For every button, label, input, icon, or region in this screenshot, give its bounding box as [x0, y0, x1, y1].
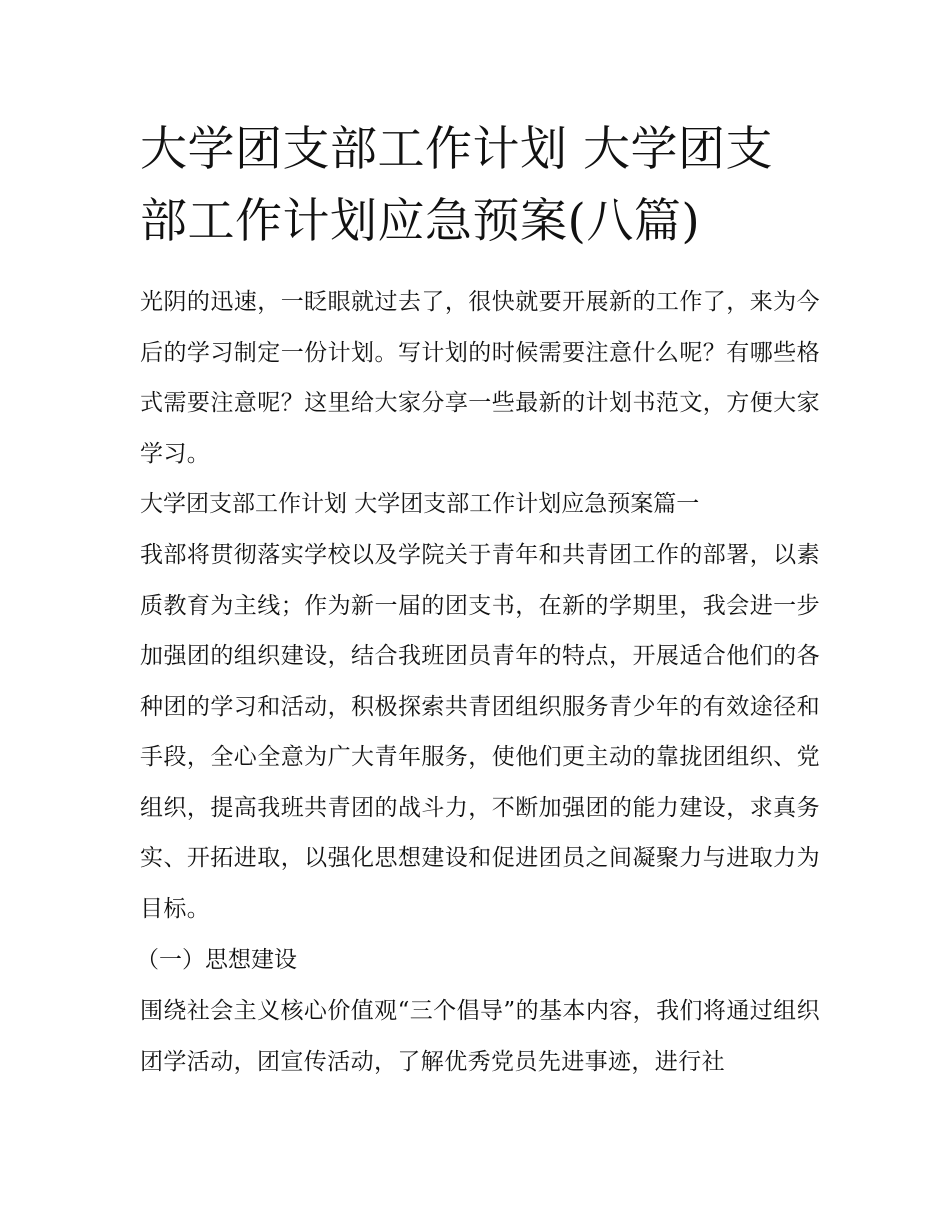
section-heading: 大学团支部工作计划 大学团支部工作计划应急预案篇一: [140, 491, 700, 517]
title-line-2: 部工作计划应急预案(八篇): [140, 194, 701, 249]
body-paragraph-2: 围绕社会主义核心价值观“三个倡导”的基本内容，我们将通过组织团学活动，团宣传活动，了解优秀党员先进事迹，进行社: [140, 998, 820, 1075]
intro-paragraph: 光阴的迅速，一眨眼就过去了，很快就要开展新的工作了，来为今后的学习制定一份计划。写计划的时候需要注意什么呢？有哪些格式需要注意呢？这里给大家分享一些最新的计划书范文，方便大家学习。: [140, 289, 820, 467]
title-line-1: 大学团支部工作计划 大学团支: [140, 122, 773, 177]
document-title: [140, 114, 820, 258]
body-paragraph-1: 我部将贯彻落实学校以及学院关于青年和共青团工作的部署，以素质教育为主线；作为新一届的团支书，在新的学期里，我会进一步加强团的组织建设，结合我班团员青年的特点，开展适合他们的各种团的学习和活动，积极探索共青团组织服务青少年的有效途径和手段，全心全意为广大青年服务，使他们更主动的靠拢团组织、党组织，提高我班共青团的战斗力，不断加强团的能力建设，求真务实、开拓进取，以强化思想建设和促进团员之间凝聚力与进取力为目标。: [140, 542, 820, 922]
subheading-ideology: （一）思想建设: [136, 947, 297, 973]
